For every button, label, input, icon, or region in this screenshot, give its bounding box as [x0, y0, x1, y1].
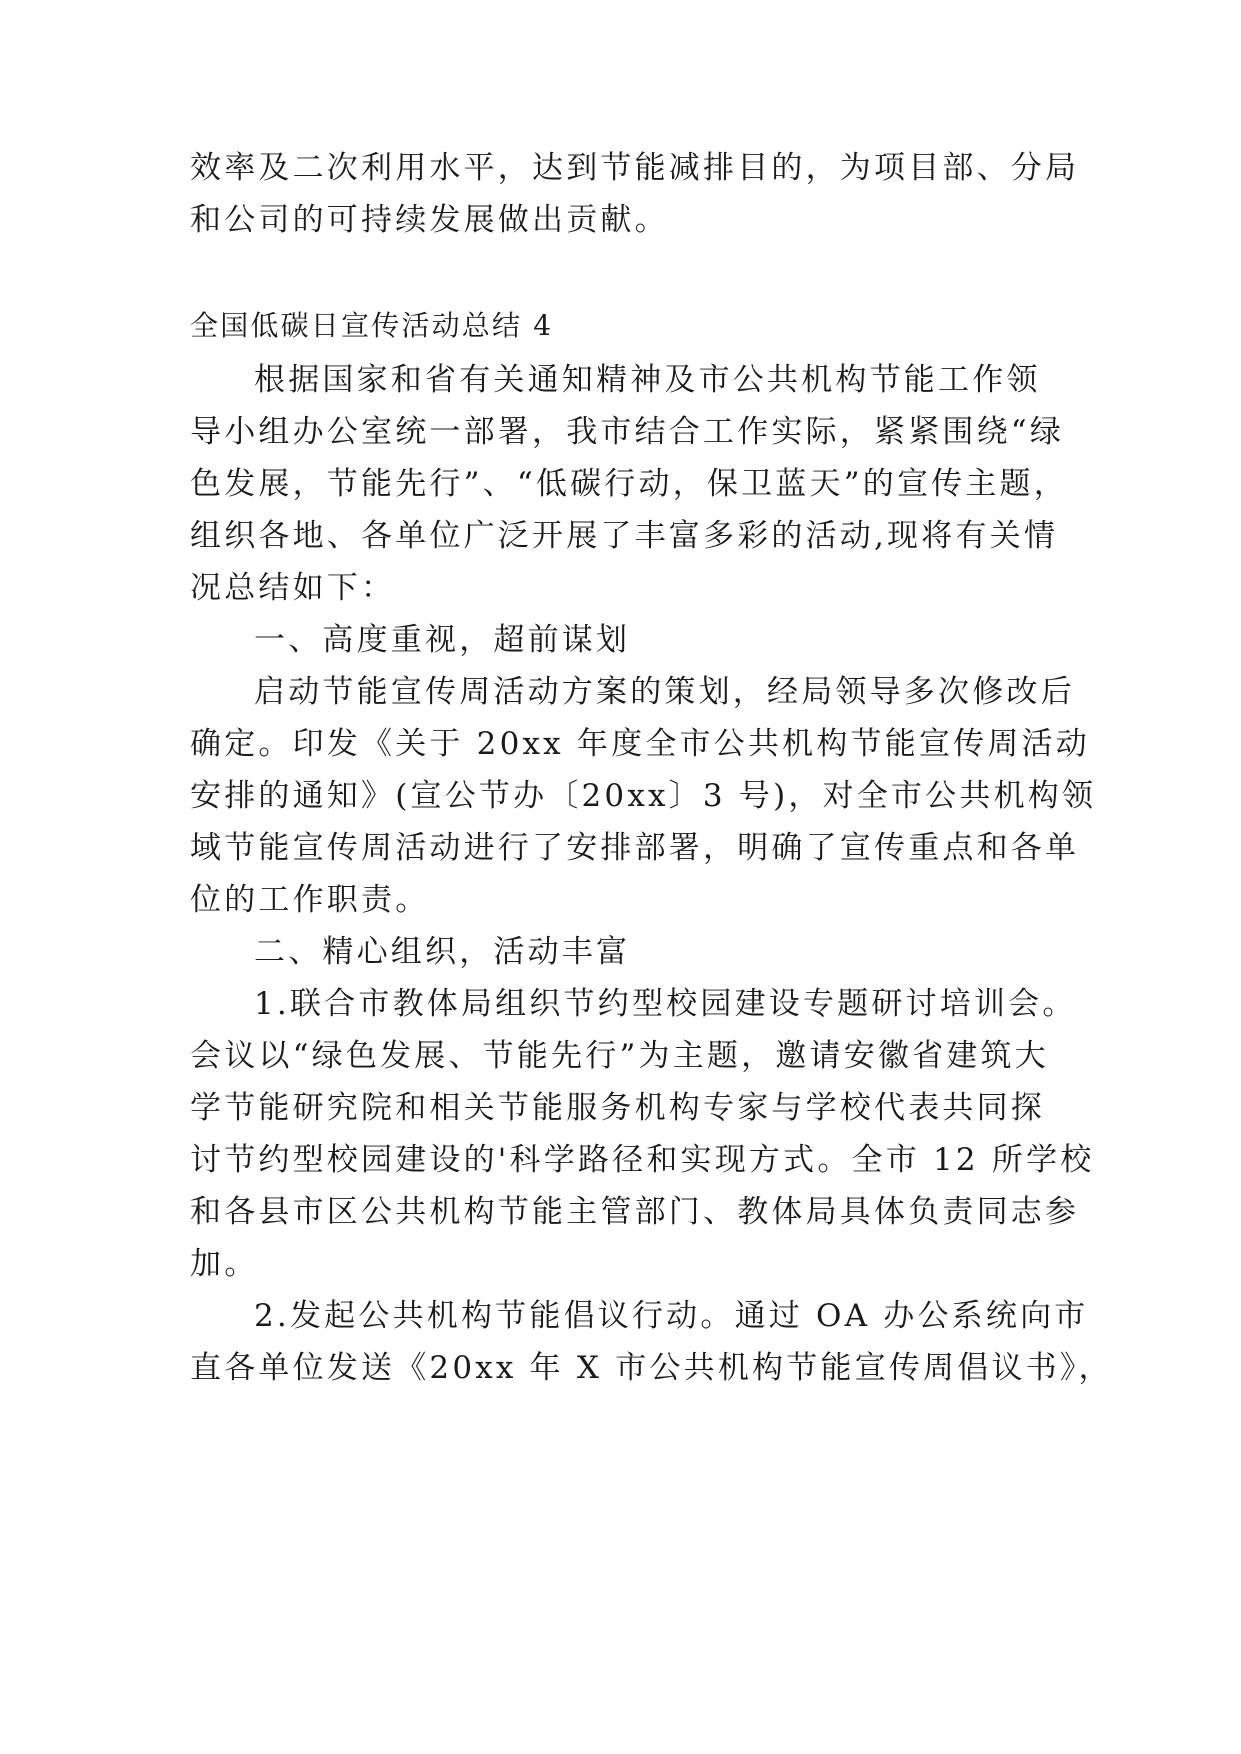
text-line: 效率及二次利用水平，达到节能减排目的，为项目部、分局: [190, 150, 1080, 186]
text-line: 1.联合市教体局组织节约型校园建设专题研讨培训会。: [254, 986, 1077, 1022]
text-line: 2.发起公共机构节能倡议行动。通过 OA 办公系统向市: [254, 1298, 1089, 1334]
text-line: 和公司的可持续发展做出贡献。: [190, 202, 669, 238]
text-line: 确定。印发《关于 20xx 年度全市公共机构节能宣传周活动: [190, 726, 1090, 762]
text-line: 位的工作职责。: [190, 882, 430, 918]
subheading: 二、精心组织，活动丰富: [254, 934, 631, 970]
text-line: 加。: [190, 1246, 259, 1282]
text-line: 会议以“绿色发展、节能先行”为主题，邀请安徽省建筑大: [190, 1038, 1049, 1074]
text-line: 域节能宣传周活动进行了安排部署，明确了宣传重点和各单: [190, 830, 1080, 866]
text-line: 安排的通知》(宣公节办〔20xx〕3 号)，对全市公共机构领: [190, 778, 1097, 814]
text-line: 讨节约型校园建设的'科学路径和实现方式。全市 12 所学校: [190, 1142, 1095, 1178]
text-line: 启动节能宣传周活动方案的策划，经局领导多次修改后: [254, 674, 1075, 710]
text-line: 组织各地、各单位广泛开展了丰富多彩的活动,现将有关情: [190, 518, 1059, 554]
text-line: 直各单位发送《20xx 年 X 市公共机构节能宣传周倡议书》，: [190, 1350, 1113, 1386]
text-line: 况总结如下：: [190, 570, 396, 606]
text-line: 学节能研究院和相关节能服务机构专家与学校代表共同探: [190, 1090, 1045, 1126]
text-line: 色发展，节能先行”、“低碳行动，保卫蓝天”的宣传主题，: [190, 466, 1068, 502]
section-title: 全国低碳日宣传活动总结 4: [190, 309, 554, 342]
text-line: 导小组办公室统一部署，我市结合工作实际，紧紧围绕“绿: [190, 414, 1065, 450]
subheading: 一、高度重视，超前谋划: [254, 622, 631, 658]
text-line: 根据国家和省有关通知精神及市公共机构节能工作领: [254, 362, 1041, 398]
text-line: 和各县市区公共机构节能主管部门、教体局具体负责同志参: [190, 1194, 1080, 1230]
